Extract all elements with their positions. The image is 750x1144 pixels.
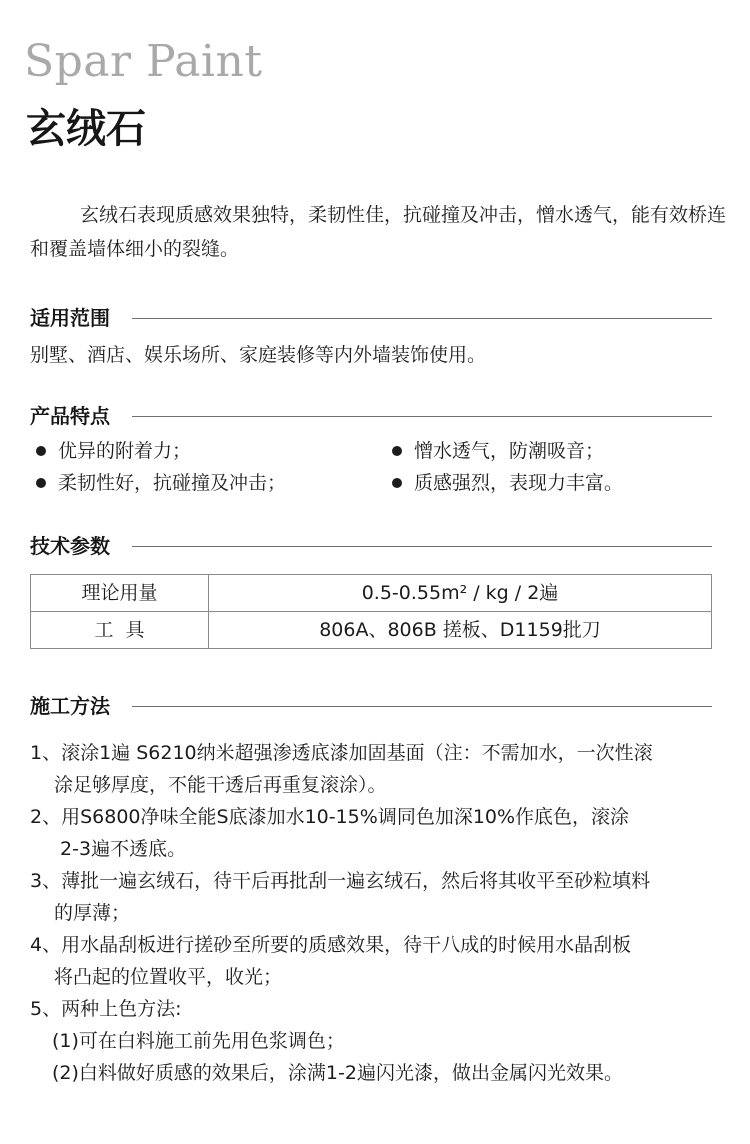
table-row — [31, 612, 712, 649]
section-divider — [132, 318, 712, 319]
brand-name: Spar Paint — [24, 36, 263, 87]
method-step — [30, 801, 730, 865]
step-text: 5、两种上色方法: — [30, 998, 182, 1020]
intro-paragraph: 玄绒石表现质感效果独特，柔韧性佳，抗碰撞及冲击，憎水透气，能有效桥连和覆盖墙体细小的裂缝。 — [30, 204, 727, 260]
section-title-method: 施工方法 — [30, 694, 110, 718]
feature-item — [386, 468, 623, 498]
bullet-dot-icon — [36, 446, 46, 456]
section-title-features: 产品特点 — [30, 404, 110, 428]
step-text: 3、薄批一遍玄绒石，待干后再批刮一遍玄绒石，然后将其收平至砂粒填料 — [30, 870, 651, 892]
step-continuation: 将凸起的位置收平，收光； — [54, 966, 283, 988]
bullet-dot-icon — [392, 446, 402, 456]
feature-list — [30, 436, 730, 500]
section-divider — [132, 416, 712, 417]
spec-label: 理论用量 — [31, 575, 209, 612]
section-title-application: 适用范围 — [30, 306, 110, 330]
step-text: 1、滚涂1遍 S6210纳米超强渗透底漆加固基面（注：不需加水，一次性滚 — [30, 742, 653, 764]
section-application — [30, 304, 712, 332]
section-method — [30, 692, 712, 720]
table-row — [31, 575, 712, 612]
product-title: 玄绒石 — [26, 106, 146, 152]
section-title-specs: 技术参数 — [30, 534, 110, 558]
step-text: 2、用S6800净味全能S底漆加水10-15%调同色加深10%作底色，滚涂 — [30, 806, 630, 828]
method-step — [30, 737, 730, 801]
section-features — [30, 402, 712, 430]
step-sub-item: (1)可在白料施工前先用色浆调色； — [52, 1030, 345, 1052]
feature-item — [386, 436, 604, 466]
feature-text: 憎水透气，防潮吸音； — [414, 440, 605, 462]
feature-item — [30, 468, 286, 498]
spec-table — [30, 574, 712, 649]
method-step — [30, 993, 730, 1089]
feature-text: 优异的附着力； — [58, 440, 192, 462]
section-divider — [132, 706, 712, 707]
spec-label: 工 具 — [31, 612, 209, 649]
feature-item — [30, 436, 191, 466]
product-intro — [30, 198, 730, 266]
method-step — [30, 929, 730, 993]
spec-value: 0.5-0.55m² / kg / 2遍 — [209, 575, 712, 612]
bullet-dot-icon — [392, 478, 402, 488]
step-sub-item: (2)白料做好质感的效果后，涂满1-2遍闪光漆，做出金属闪光效果。 — [52, 1062, 623, 1084]
section-specs — [30, 532, 712, 560]
application-text: 别墅、酒店、娱乐场所、家庭装修等内外墙装饰使用。 — [30, 344, 487, 366]
method-step — [30, 865, 730, 929]
step-continuation: 的厚薄； — [54, 902, 131, 924]
bullet-dot-icon — [36, 478, 46, 488]
method-steps — [30, 737, 730, 1089]
feature-text: 质感强烈，表现力丰富。 — [414, 472, 624, 494]
section-divider — [132, 546, 712, 547]
spec-value: 806A、806B 搓板、D1159批刀 — [209, 612, 712, 649]
step-continuation: 2-3遍不透底。 — [54, 838, 187, 860]
step-text: 4、用水晶刮板进行搓砂至所要的质感效果，待干八成的时候用水晶刮板 — [30, 934, 632, 956]
step-continuation: 涂足够厚度，不能干透后再重复滚涂）。 — [54, 774, 387, 796]
feature-text: 柔韧性好，抗碰撞及冲击； — [58, 472, 287, 494]
